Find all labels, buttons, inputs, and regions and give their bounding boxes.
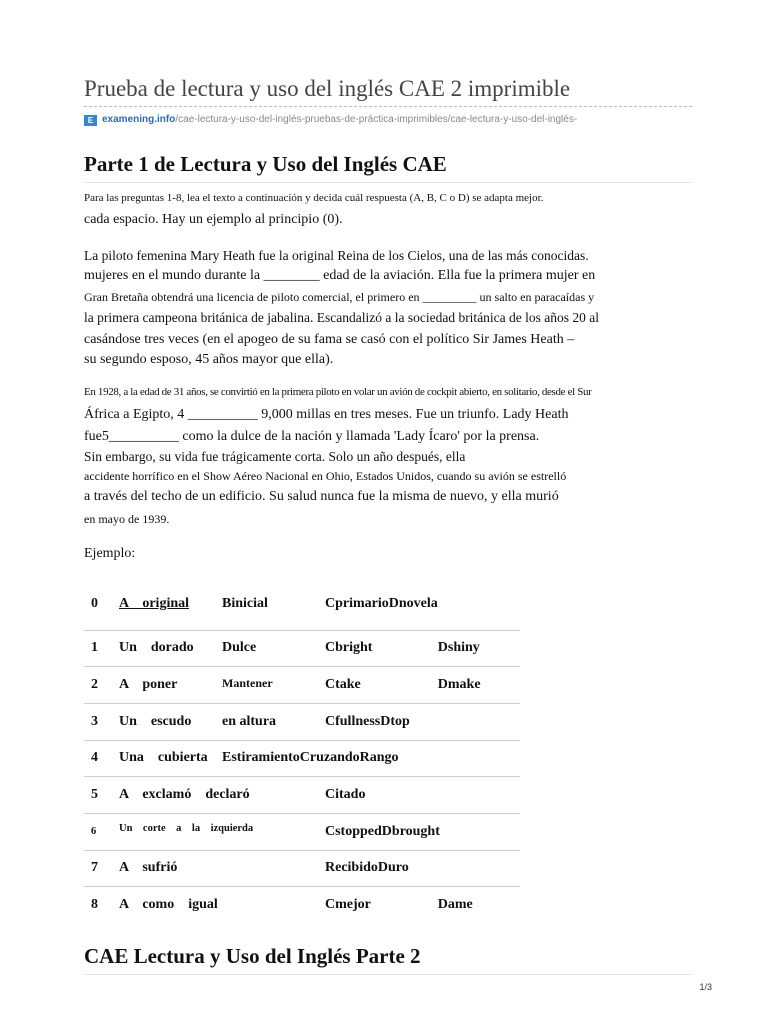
option-d bbox=[438, 578, 520, 630]
source-line bbox=[84, 114, 577, 126]
table-row bbox=[84, 667, 520, 704]
row-number: 6 bbox=[91, 826, 97, 838]
row-number: 7 bbox=[91, 860, 98, 876]
paragraph-line: su segundo esposo, 45 años mayor que ella). bbox=[84, 352, 334, 367]
paragraph-line: la primera campeona británica de jabalina. Escandalizó a la sociedad británica de los años 20 al bbox=[84, 310, 600, 325]
table-row bbox=[84, 813, 520, 850]
option-c: Cbright bbox=[325, 640, 373, 656]
option-b: EstiramientoCruzandoRango bbox=[222, 750, 399, 766]
option-d: Dmake bbox=[437, 677, 481, 693]
option-c: RecibidoDuro bbox=[325, 860, 409, 876]
paragraph-line: Sin embargo, su vida fue trágicamente corta. Solo un año después, ella bbox=[84, 449, 466, 464]
option-c: CprimarioDnovela bbox=[325, 595, 438, 611]
row-number: 4 bbox=[91, 750, 98, 766]
row-number: 5 bbox=[91, 787, 98, 803]
paragraph-line: casándose tres veces (en el apogeo de su fama se casó con el político Sir James Heath – bbox=[84, 332, 575, 347]
site-logo-icon: E bbox=[84, 115, 97, 126]
paragraph-line: accidente horrífico en el Show Aéreo Nacional en Ohio, Estados Unidos, cuando su avión se estrelló bbox=[84, 469, 567, 483]
option-b: Dulce bbox=[222, 640, 257, 656]
option-d: Dame bbox=[437, 897, 473, 913]
option-a: Un corte a la izquierda bbox=[119, 822, 254, 834]
paragraph-line: Gran Bretaña obtendrá una licencia de piloto comercial, el primero en _________ un salto en paracaídas y bbox=[84, 290, 595, 304]
table-row bbox=[84, 703, 520, 740]
table-row bbox=[84, 578, 520, 630]
option-b: Mantener bbox=[222, 676, 273, 691]
paragraph-line: África a Egipto, 4 __________ 9,000 millas en tres meses. Fue un triunfo. Lady Heath bbox=[84, 407, 569, 422]
example-label: Ejemplo: bbox=[84, 546, 136, 561]
part1-heading: Parte 1 de Lectura y Uso del Inglés CAE bbox=[84, 152, 447, 176]
paragraph-line: En 1928, a la edad de 31 años, se convirtió en la primera piloto en volar un avión de cockpit abierto, en solitario, desde el Sur bbox=[84, 386, 592, 398]
option-c: Cmejor bbox=[325, 897, 371, 913]
option-b: en altura bbox=[222, 713, 277, 729]
option-b: Binicial bbox=[222, 595, 268, 611]
option-c: CstoppedDbrought bbox=[325, 823, 440, 839]
option-a: A exclamó declaró bbox=[119, 787, 250, 803]
answer-options-table bbox=[84, 578, 520, 924]
option-c: CfullnessDtop bbox=[325, 713, 410, 729]
row-number: 2 bbox=[91, 677, 98, 693]
row-number: 1 bbox=[91, 640, 98, 656]
paragraph-line: fue5__________ como la dulce de la nación y llamada 'Lady Ícaro' por la prensa. bbox=[84, 429, 540, 444]
option-c: Citado bbox=[325, 787, 366, 803]
instructions-line: cada espacio. Hay un ejemplo al principio (0). bbox=[84, 212, 343, 227]
option-a bbox=[119, 578, 222, 630]
part2-heading: CAE Lectura y Uso del Inglés Parte 2 bbox=[84, 944, 421, 968]
option-a: Una cubierta bbox=[119, 750, 208, 766]
table-row bbox=[84, 630, 520, 667]
paragraph-line: La piloto femenina Mary Heath fue la original Reina de los Cielos, una de las más conocidas. bbox=[84, 248, 589, 263]
table-row bbox=[84, 887, 520, 924]
table-row bbox=[84, 850, 520, 887]
table-row bbox=[84, 740, 520, 777]
option-a: Un escudo bbox=[119, 713, 192, 729]
row-number: 3 bbox=[91, 713, 98, 729]
option-c: Ctake bbox=[325, 677, 361, 693]
option-a: A poner bbox=[119, 677, 178, 693]
part2-divider bbox=[84, 974, 692, 975]
instructions-line: Para las preguntas 1-8, lea el texto a continuación y decida cuál respuesta (A, B, C o D) se adapta mejor. bbox=[84, 192, 544, 204]
page-indicator: 1/3 bbox=[699, 982, 712, 992]
option-a: A como igual bbox=[119, 897, 218, 913]
source-domain[interactable]: examening.info bbox=[102, 114, 176, 125]
option-d: Dshiny bbox=[437, 640, 480, 656]
paragraph-line: en mayo de 1939. bbox=[84, 512, 170, 526]
option-a: A sufrió bbox=[119, 860, 178, 876]
option-a-text: A original bbox=[119, 595, 190, 611]
source-path[interactable]: /cae-lectura-y-uso-del-inglés-pruebas-de-práctica-imprimibles/cae-lectura-y-uso-del-inglés- bbox=[175, 114, 578, 125]
title-divider bbox=[84, 106, 692, 107]
paragraph-line: a través del techo de un edificio. Su salud nunca fue la misma de nuevo, y ella murió bbox=[84, 489, 559, 504]
row-number: 8 bbox=[91, 897, 98, 913]
paragraph-line: mujeres en el mundo durante la ________ edad de la aviación. Ella fue la primera mujer en bbox=[84, 268, 596, 283]
table-row bbox=[84, 777, 520, 814]
page-title: Prueba de lectura y uso del inglés CAE 2 imprimible bbox=[84, 76, 571, 101]
part1-divider bbox=[84, 182, 692, 183]
option-a: Un dorado bbox=[119, 640, 194, 656]
row-number: 0 bbox=[91, 595, 98, 611]
